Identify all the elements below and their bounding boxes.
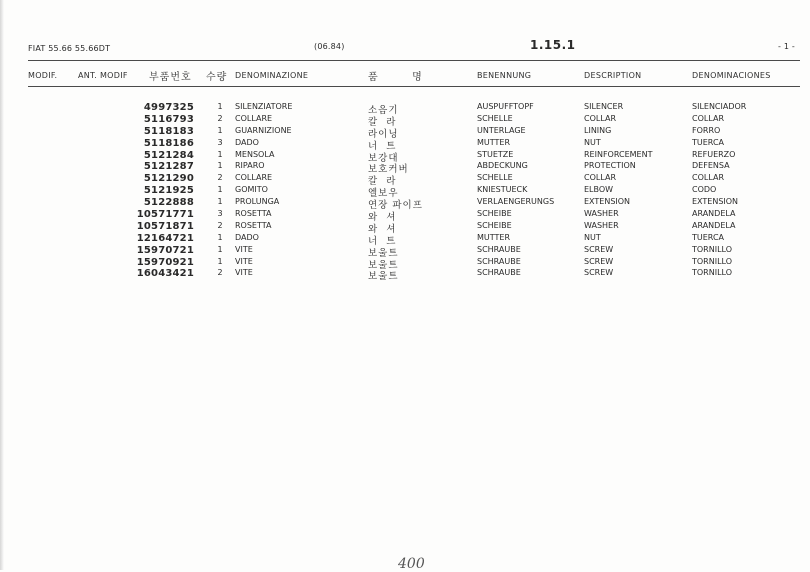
korean-name: 너 트: [368, 235, 397, 247]
korean-name: 칼 라: [368, 176, 397, 188]
italian-name: GUARNIZIONE: [235, 125, 292, 135]
english-name: SILENCER: [584, 102, 624, 111]
italian-name: DADO: [235, 137, 259, 147]
part-number: 5116793: [143, 113, 194, 125]
table-row: [0, 126, 810, 138]
german-name: MUTTER: [477, 137, 511, 147]
table-row: [0, 114, 810, 126]
quantity: 2: [217, 268, 223, 278]
korean-name: 보울트: [368, 247, 399, 259]
italian-name: PROLUNGA: [235, 197, 280, 207]
table-row: [0, 138, 810, 150]
part-number: 5121284: [143, 149, 194, 161]
table-row: [0, 221, 810, 233]
part-number: 4997325: [143, 102, 194, 113]
quantity: 3: [217, 137, 223, 147]
part-number: 5121290: [143, 173, 194, 185]
part-number: 5118186: [143, 137, 194, 149]
col-quantity: 수량: [206, 72, 228, 83]
quantity: 2: [217, 113, 223, 123]
spanish-name: REFUERZO: [692, 149, 736, 159]
footer-mark: 400: [398, 556, 425, 572]
table-row: [0, 233, 810, 245]
part-number: 5121925: [143, 185, 194, 197]
spanish-name: SILENCIADOR: [692, 102, 747, 111]
header-bottom-rule: [28, 86, 800, 87]
korean-name: 보울트: [368, 259, 399, 271]
part-number: 10571771: [136, 209, 194, 221]
german-name: STUETZE: [477, 149, 514, 159]
english-name: COLLAR: [584, 173, 617, 183]
german-name: KNIESTUECK: [477, 185, 528, 195]
german-name: VERLAENGERUNGS: [477, 197, 555, 207]
italian-name: COLLARE: [235, 173, 273, 183]
table-row: [0, 209, 810, 224]
english-name: WASHER: [584, 220, 619, 230]
col-modif: MODIF.: [28, 71, 58, 80]
scan-edge-shadow: [0, 0, 4, 570]
german-name: SCHEIBE: [477, 209, 512, 219]
header-top-rule: [28, 60, 800, 61]
italian-name: VITE: [235, 244, 253, 254]
part-number: 12164721: [136, 232, 194, 244]
korean-name: 연장 파이프: [368, 200, 423, 212]
english-name: LINING: [584, 125, 612, 135]
english-name: REINFORCEMENT: [584, 149, 653, 159]
quantity: 1: [217, 125, 223, 135]
english-name: SCREW: [584, 268, 614, 278]
table-row: [0, 173, 810, 188]
spanish-name: CODO: [692, 185, 717, 195]
korean-name: 소음기: [368, 105, 399, 116]
german-name: MUTTER: [477, 232, 511, 242]
korean-name: 와 셔: [368, 212, 397, 224]
italian-name: VITE: [235, 268, 253, 278]
english-name: NUT: [584, 137, 601, 147]
table-row: [0, 150, 810, 162]
part-number: 5121287: [143, 161, 194, 173]
spanish-name: COLLAR: [692, 173, 725, 183]
quantity: 3: [217, 209, 223, 219]
part-number: 10571871: [136, 220, 194, 232]
korean-name: 칼 라: [368, 116, 397, 128]
part-number: 15970921: [136, 256, 194, 268]
spanish-name: EXTENSION: [692, 197, 739, 207]
german-name: SCHEIBE: [477, 220, 512, 230]
italian-name: ROSETTA: [235, 220, 272, 230]
spanish-name: FORRO: [692, 125, 721, 135]
quantity: 2: [217, 173, 223, 183]
table-row: [0, 102, 810, 114]
quantity: 1: [217, 232, 223, 242]
section-number: 1.15.1: [530, 38, 576, 52]
table-row: [0, 245, 810, 257]
col-english: DESCRIPTION: [584, 71, 642, 80]
quantity: 2: [217, 220, 223, 230]
col-ant-modif: ANT. MODIF: [78, 71, 128, 80]
spanish-name: TUERCA: [692, 232, 725, 242]
korean-name: 보울트: [368, 271, 399, 283]
german-name: AUSPUFFTOPF: [477, 102, 534, 111]
col-italian: DENOMINAZIONE: [235, 71, 309, 80]
model-title: FIAT 55.66 55.66DT: [28, 44, 111, 53]
english-name: SCREW: [584, 244, 614, 254]
italian-name: VITE: [235, 256, 253, 266]
german-name: SCHRAUBE: [477, 244, 521, 254]
italian-name: GOMITO: [235, 185, 268, 195]
quantity: 1: [217, 102, 223, 111]
italian-name: SILENZIATORE: [235, 102, 293, 111]
quantity: 1: [217, 256, 223, 266]
german-name: UNTERLAGE: [477, 125, 526, 135]
parts-table: [0, 102, 810, 283]
quantity: 1: [217, 185, 223, 195]
korean-name: 보강대: [368, 152, 399, 164]
german-name: SCHRAUBE: [477, 268, 521, 278]
english-name: COLLAR: [584, 113, 617, 123]
quantity: 1: [217, 244, 223, 254]
part-number: 5122888: [143, 197, 194, 209]
spanish-name: ARANDELA: [692, 220, 736, 230]
spanish-name: DEFENSA: [692, 161, 730, 171]
german-name: SCHELLE: [477, 173, 513, 183]
table-row: [0, 197, 810, 212]
edition-date: (06.84): [314, 42, 345, 51]
italian-name: DADO: [235, 232, 259, 242]
spanish-name: COLLAR: [692, 113, 725, 123]
table-row: [0, 185, 810, 200]
spanish-name: TORNILLO: [692, 268, 733, 278]
italian-name: MENSOLA: [235, 149, 275, 159]
col-german: BENENNUNG: [477, 71, 532, 80]
quantity: 1: [217, 197, 223, 207]
italian-name: ROSETTA: [235, 209, 272, 219]
english-name: NUT: [584, 232, 601, 242]
spanish-name: TORNILLO: [692, 256, 733, 266]
quantity: 1: [217, 149, 223, 159]
col-korean: 품 명: [368, 72, 423, 83]
quantity: 1: [217, 161, 223, 171]
italian-name: COLLARE: [235, 113, 273, 123]
spanish-name: TUERCA: [692, 137, 725, 147]
english-name: SCREW: [584, 256, 614, 266]
italian-name: RIPARO: [235, 161, 265, 171]
korean-name: 라이닝: [368, 128, 399, 140]
table-row: [0, 161, 810, 176]
korean-name: 보호커버: [368, 164, 409, 176]
korean-name: 엘보우: [368, 188, 399, 200]
english-name: EXTENSION: [584, 197, 631, 207]
german-name: SCHELLE: [477, 113, 513, 123]
part-number: 15970721: [136, 244, 194, 256]
page-number: - 1 -: [778, 42, 795, 51]
col-part-number: 부품번호: [149, 72, 192, 83]
korean-name: 와 셔: [368, 223, 397, 235]
part-number: 16043421: [136, 268, 194, 280]
spanish-name: ARANDELA: [692, 209, 736, 219]
table-row: [0, 257, 810, 269]
german-name: ABDECKUNG: [477, 161, 528, 171]
part-number: 5118183: [143, 125, 194, 137]
korean-name: 너 트: [368, 140, 397, 152]
col-spanish: DENOMINACIONES: [692, 71, 771, 80]
english-name: ELBOW: [584, 185, 614, 195]
table-row: [0, 268, 810, 283]
english-name: WASHER: [584, 209, 619, 219]
english-name: PROTECTION: [584, 161, 636, 171]
german-name: SCHRAUBE: [477, 256, 521, 266]
spanish-name: TORNILLO: [692, 244, 733, 254]
